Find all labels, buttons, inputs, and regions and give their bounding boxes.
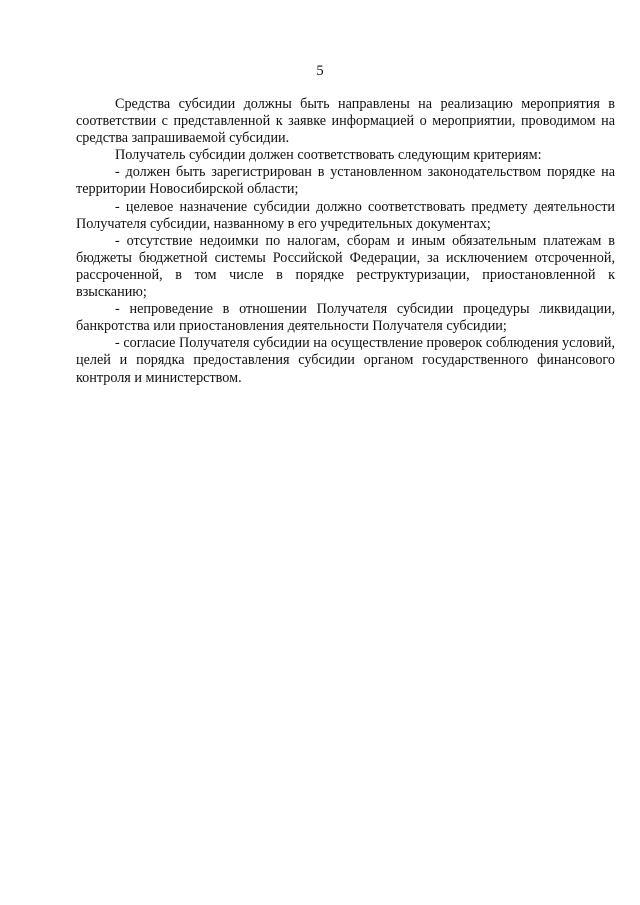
paragraph-subsidy-purpose: Средства субсидии должны быть направлены на реализацию мероприятия в соответствии с представленной к заявке информацией о мероприятии, проводимом на средства запрашиваемой субсидии. [76,96,615,147]
paragraph-criteria-intro: Получатель субсидии должен соответствовать следующим критериям: [115,147,542,164]
criterion-target-purpose: - целевое назначение субсидии должно соответствовать предмету деятельности Получателя субсидии, названному в его учредительных документах; [76,198,615,232]
page-number: 5 [316,63,324,79]
criterion-no-tax-arrears: - отсутствие недоимки по налогам, сборам и иным обязательным платежам в бюджеты бюджетной системы Российской Федерации, за исключением отсроченной, рассроченной, в том числе в порядке реструктуризации, приостановленной к взысканию; [76,232,615,301]
criterion-consent-to-audits: - согласие Получателя субсидии на осуществление проверок соблюдения условий, целей и порядка предоставления субсидии органом государственного финансового контроля и министерством. [76,335,615,386]
criterion-registration: - должен быть зарегистрирован в установленном законодательством порядке на территории Новосибирской области; [76,164,615,198]
document-body [76,96,615,387]
criterion-no-liquidation: - непроведение в отношении Получателя субсидии процедуры ликвидации, банкротства или приостановления деятельности Получателя субсидии; [76,301,615,335]
